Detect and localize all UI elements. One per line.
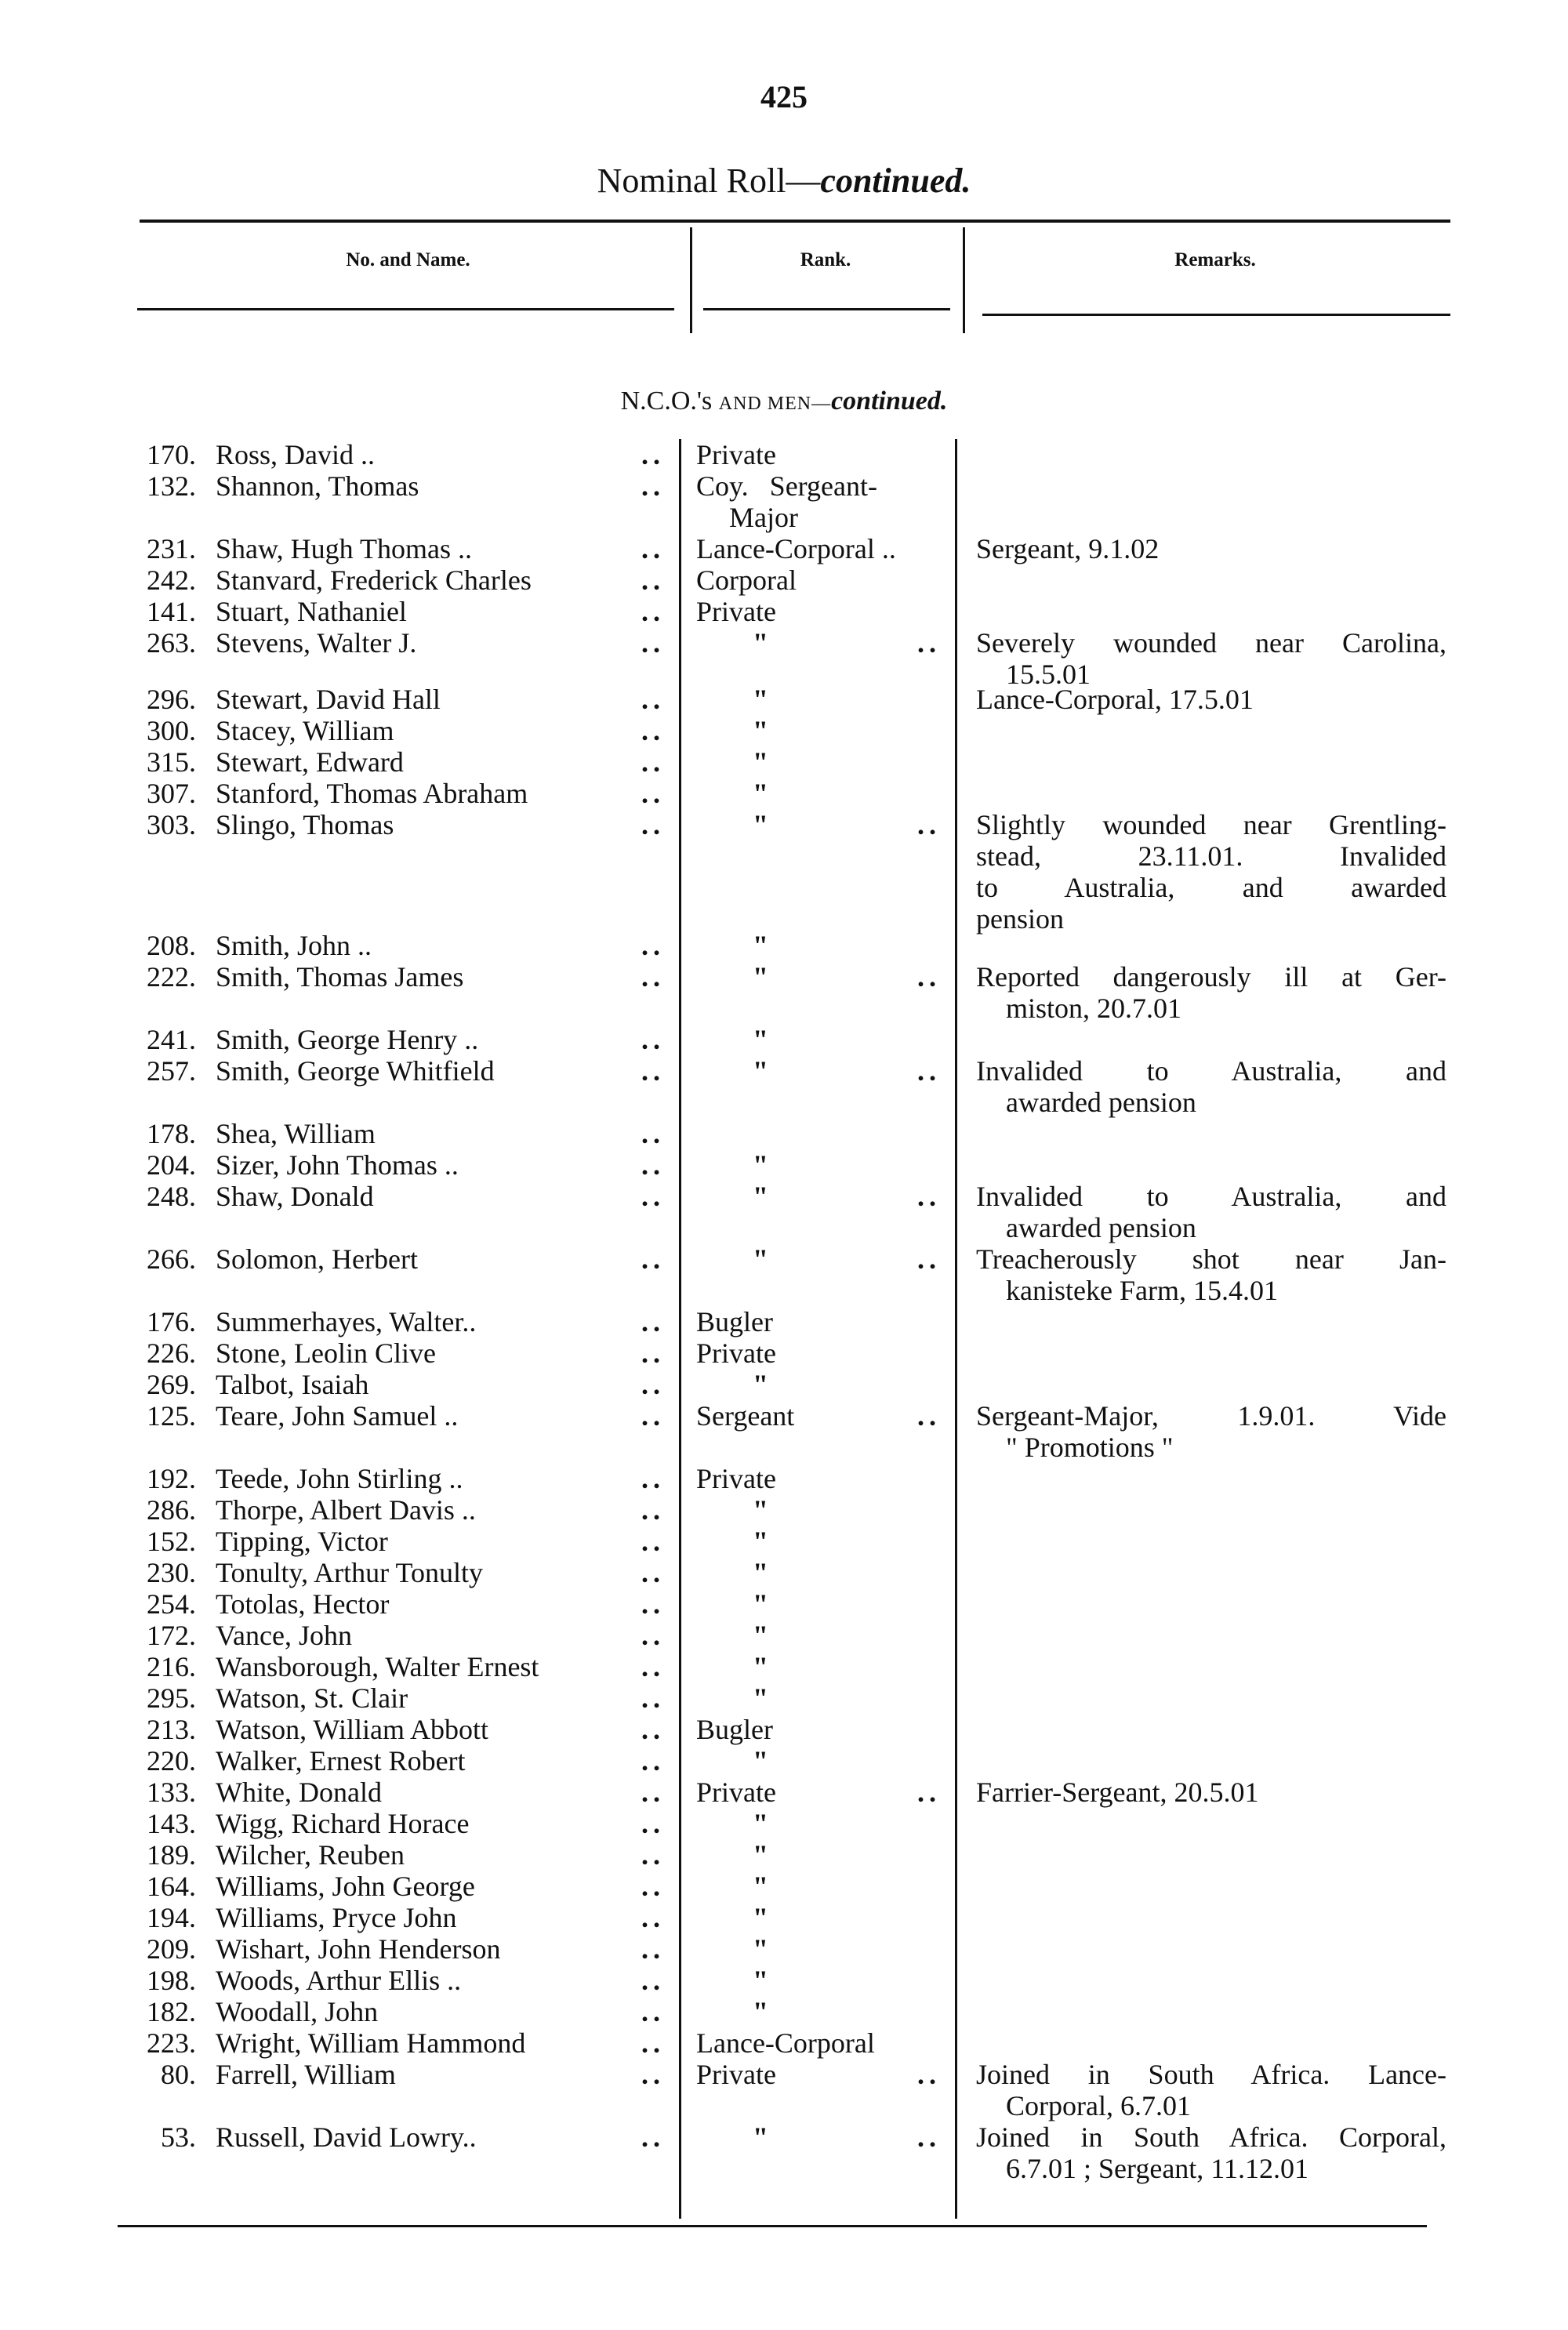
rank: ": [753, 1243, 768, 1275]
service-number: 230.: [147, 1557, 196, 1588]
service-number: 241.: [147, 1024, 196, 1055]
leader-dots: ..: [641, 684, 665, 715]
remarks-line: " Promotions ": [1006, 1432, 1174, 1463]
service-number: 266.: [147, 1243, 196, 1275]
leader-dots: ..: [641, 1400, 665, 1432]
remarks-line: kanisteke Farm, 15.4.01: [1006, 1275, 1278, 1306]
table-row: [0, 1871, 1568, 1902]
remarks-line: Treacherously shot near Jan-: [976, 1243, 1446, 1275]
table-row: [0, 1965, 1568, 1996]
member-name: Woods, Arthur Ellis ..: [216, 1965, 462, 1996]
service-number: 286.: [147, 1494, 196, 1526]
leader-dots: ..: [641, 1306, 665, 1337]
table-row: [0, 1024, 1568, 1055]
leader-dots: ..: [917, 1243, 941, 1275]
member-name: Stewart, Edward: [216, 746, 404, 778]
table-row: [0, 746, 1568, 778]
service-number: 192.: [147, 1463, 196, 1494]
remarks-line: Slightly wounded near Grentling-: [976, 809, 1446, 840]
member-name: Smith, John ..: [216, 930, 372, 961]
rank: ": [753, 1651, 768, 1682]
member-name: Tonulty, Arthur Tonulty: [216, 1557, 483, 1588]
leader-dots: ..: [917, 1181, 941, 1212]
rank: Private: [696, 439, 776, 470]
service-number: 295.: [147, 1682, 196, 1714]
remarks-line: Sergeant-Major, 1.9.01. Vide: [976, 1400, 1446, 1432]
rank: ": [753, 2121, 768, 2153]
table-row: [0, 439, 1568, 470]
member-name: Russell, David Lowry..: [216, 2121, 477, 2153]
remarks: [976, 1243, 1446, 1306]
service-number: 254.: [147, 1588, 196, 1620]
service-number: 133.: [147, 1777, 196, 1808]
table-row: [0, 1494, 1568, 1526]
leader-dots: ..: [641, 930, 665, 961]
member-name: Shaw, Hugh Thomas ..: [216, 533, 472, 564]
table-row: [0, 684, 1568, 715]
service-number: 176.: [147, 1306, 196, 1337]
table-row: [0, 809, 1568, 935]
rank: Bugler: [696, 1306, 773, 1337]
header-underline-name: [137, 308, 674, 310]
rank: ": [753, 1181, 768, 1212]
service-number: 315.: [147, 746, 196, 778]
rank: Private: [696, 596, 776, 627]
header-rank: Rank.: [800, 249, 851, 270]
service-number: 208.: [147, 930, 196, 961]
leader-dots: ..: [917, 809, 941, 840]
remarks-line: Joined in South Africa. Corporal,: [976, 2121, 1446, 2153]
leader-dots: ..: [641, 715, 665, 746]
member-name: Stone, Leolin Clive: [216, 1337, 436, 1369]
remarks: [976, 2059, 1446, 2121]
service-number: 223.: [147, 2027, 196, 2059]
service-number: 164.: [147, 1871, 196, 1902]
member-name: Woodall, John: [216, 1996, 379, 2027]
member-name: Totolas, Hector: [216, 1588, 390, 1620]
remarks-line: Farrier-Sergeant, 20.5.01: [976, 1777, 1259, 1808]
member-name: Shea, William: [216, 1118, 376, 1149]
leader-dots: ..: [641, 1494, 665, 1526]
table-row: [0, 715, 1568, 746]
rank: ": [753, 1745, 768, 1777]
member-name: Williams, John George: [216, 1871, 475, 1902]
table-row: [0, 1996, 1568, 2027]
table-row: [0, 1149, 1568, 1181]
member-name: Teede, John Stirling ..: [216, 1463, 463, 1494]
remarks-line: Lance-Corporal, 17.5.01: [976, 684, 1254, 715]
member-name: Solomon, Herbert: [216, 1243, 418, 1275]
rank: ": [753, 1933, 768, 1965]
member-name: Tipping, Victor: [216, 1526, 388, 1557]
service-number: 296.: [147, 684, 196, 715]
member-name: Stuart, Nathaniel: [216, 596, 407, 627]
leader-dots: ..: [641, 1463, 665, 1494]
rank: Private: [696, 1463, 776, 1494]
member-name: Walker, Ernest Robert: [216, 1745, 466, 1777]
rank: ": [753, 1588, 768, 1620]
service-number: 170.: [147, 439, 196, 470]
member-name: Talbot, Isaiah: [216, 1369, 369, 1400]
leader-dots: ..: [641, 1118, 665, 1149]
table-row: [0, 1243, 1568, 1306]
header-divider-1: [690, 227, 692, 333]
service-number: 80.: [161, 2059, 196, 2090]
table-row: [0, 1588, 1568, 1620]
leader-dots: ..: [641, 2121, 665, 2153]
leader-dots: ..: [641, 1369, 665, 1400]
rank: ": [753, 1369, 768, 1400]
remarks-line: stead, 23.11.01. Invalided: [976, 840, 1446, 872]
rank: ": [753, 746, 768, 778]
member-name: Shannon, Thomas: [216, 470, 419, 502]
member-name: Stanvard, Frederick Charles: [216, 564, 532, 596]
rank: Private: [696, 2059, 776, 2090]
leader-dots: ..: [641, 1337, 665, 1369]
rank: ": [753, 1996, 768, 2027]
title-continued: continued.: [820, 162, 971, 200]
service-number: 269.: [147, 1369, 196, 1400]
member-name: Ross, David ..: [216, 439, 376, 470]
member-name: Smith, Thomas James: [216, 961, 464, 993]
member-name: Williams, Pryce John: [216, 1902, 457, 1933]
remarks-line: awarded pension: [1006, 1212, 1196, 1243]
member-name: Watson, William Abbott: [216, 1714, 488, 1745]
service-number: 209.: [147, 1933, 196, 1965]
table-row: [0, 1620, 1568, 1651]
leader-dots: ..: [917, 627, 941, 659]
rank: ": [753, 1808, 768, 1839]
leader-dots: ..: [641, 1149, 665, 1181]
rank: Coy. Sergeant-: [696, 470, 877, 502]
table-row: [0, 961, 1568, 1024]
service-number: 220.: [147, 1745, 196, 1777]
service-number: 300.: [147, 715, 196, 746]
header-underline-remarks: [982, 314, 1450, 316]
member-name: Wilcher, Reuben: [216, 1839, 405, 1871]
member-name: White, Donald: [216, 1777, 382, 1808]
header-no-and-name: No. and Name.: [346, 249, 470, 270]
leader-dots: ..: [641, 1933, 665, 1965]
rank: ": [753, 1055, 768, 1087]
member-name: Stevens, Walter J.: [216, 627, 417, 659]
table-row: [0, 470, 1568, 533]
table-row: [0, 1557, 1568, 1588]
table-row: [0, 778, 1568, 809]
rank: ": [753, 961, 768, 993]
leader-dots: ..: [641, 1181, 665, 1212]
table-row: [0, 1181, 1568, 1243]
service-number: 125.: [147, 1400, 196, 1432]
table-row: [0, 1745, 1568, 1777]
leader-dots: ..: [641, 1745, 665, 1777]
table-row: [0, 1839, 1568, 1871]
table-row: [0, 627, 1568, 690]
rank: ": [753, 715, 768, 746]
rank: ": [753, 1526, 768, 1557]
service-number: 242.: [147, 564, 196, 596]
service-number: 307.: [147, 778, 196, 809]
bottom-rule: [118, 2225, 1427, 2227]
remarks: [976, 533, 1446, 564]
table-row: [0, 1526, 1568, 1557]
header-underline-rank: [703, 308, 950, 310]
remarks-line: Reported dangerously ill at Ger-: [976, 961, 1446, 993]
member-name: Wright, William Hammond: [216, 2027, 526, 2059]
table-row: [0, 1306, 1568, 1337]
leader-dots: ..: [917, 1400, 941, 1432]
member-name: Watson, St. Clair: [216, 1682, 408, 1714]
leader-dots: ..: [641, 564, 665, 596]
service-number: 182.: [147, 1996, 196, 2027]
remarks-line: 15.5.01: [1006, 659, 1091, 690]
remarks-line: to Australia, and awarded: [976, 872, 1446, 903]
leader-dots: ..: [641, 470, 665, 502]
member-name: Summerhayes, Walter..: [216, 1306, 477, 1337]
leader-dots: ..: [641, 961, 665, 993]
service-number: 216.: [147, 1651, 196, 1682]
leader-dots: ..: [641, 1808, 665, 1839]
leader-dots: ..: [641, 1965, 665, 1996]
table-row: [0, 564, 1568, 596]
table-row: [0, 533, 1568, 564]
leader-dots: ..: [641, 627, 665, 659]
service-number: 141.: [147, 596, 196, 627]
remarks-line: pension: [976, 903, 1064, 935]
leader-dots: ..: [641, 1682, 665, 1714]
service-number: 132.: [147, 470, 196, 502]
rank: ": [753, 809, 768, 840]
leader-dots: ..: [641, 2027, 665, 2059]
rank: ": [753, 627, 768, 659]
leader-dots: ..: [641, 1526, 665, 1557]
service-number: 231.: [147, 533, 196, 564]
rank: Sergeant: [696, 1400, 795, 1432]
leader-dots: ..: [641, 1651, 665, 1682]
service-number: 257.: [147, 1055, 196, 1087]
rank: Lance-Corporal ..: [696, 533, 896, 564]
table-row: [0, 2121, 1568, 2184]
member-name: Wansborough, Walter Ernest: [216, 1651, 539, 1682]
service-number: 189.: [147, 1839, 196, 1871]
remarks-line: miston, 20.7.01: [1006, 993, 1182, 1024]
rank: ": [753, 1024, 768, 1055]
page-title: [0, 161, 1568, 201]
leader-dots: ..: [641, 1588, 665, 1620]
remarks-line: Joined in South Africa. Lance-: [976, 2059, 1446, 2090]
table-row: [0, 1463, 1568, 1494]
leader-dots: ..: [641, 596, 665, 627]
table-row: [0, 930, 1568, 961]
rank: ": [753, 1149, 768, 1181]
table-row: [0, 1808, 1568, 1839]
rank: Private: [696, 1337, 776, 1369]
service-number: 248.: [147, 1181, 196, 1212]
member-name: Thorpe, Albert Davis ..: [216, 1494, 476, 1526]
member-name: Wishart, John Henderson: [216, 1933, 501, 1965]
remarks-line: Invalided to Australia, and: [976, 1055, 1446, 1087]
service-number: 178.: [147, 1118, 196, 1149]
remarks-line: Severely wounded near Carolina,: [976, 627, 1446, 659]
table-row: [0, 1714, 1568, 1745]
remarks: [976, 1181, 1446, 1243]
table-row: [0, 1118, 1568, 1149]
remarks: [976, 1777, 1446, 1808]
remarks: [976, 809, 1446, 935]
remarks: [976, 1400, 1446, 1463]
table-row: [0, 2059, 1568, 2121]
service-number: 303.: [147, 809, 196, 840]
leader-dots: ..: [641, 1620, 665, 1651]
table-row: [0, 1369, 1568, 1400]
remarks: [976, 627, 1446, 690]
service-number: 226.: [147, 1337, 196, 1369]
header-divider-2: [963, 227, 965, 333]
service-number: 204.: [147, 1149, 196, 1181]
remarks: [976, 684, 1446, 715]
leader-dots: ..: [917, 2121, 941, 2153]
rank: ": [753, 1839, 768, 1871]
service-number: 213.: [147, 1714, 196, 1745]
service-number: 222.: [147, 961, 196, 993]
member-name: Stanford, Thomas Abraham: [216, 778, 528, 809]
service-number: 143.: [147, 1808, 196, 1839]
member-name: Smith, George Whitfield: [216, 1055, 495, 1087]
leader-dots: ..: [641, 1777, 665, 1808]
service-number: 172.: [147, 1620, 196, 1651]
leader-dots: ..: [641, 1557, 665, 1588]
remarks: [976, 1055, 1446, 1118]
leader-dots: ..: [641, 1055, 665, 1087]
rank: Private: [696, 1777, 776, 1808]
service-number: 198.: [147, 1965, 196, 1996]
table-row: [0, 1902, 1568, 1933]
table-row: [0, 596, 1568, 627]
leader-dots: ..: [641, 1243, 665, 1275]
remarks-line: Sergeant, 9.1.02: [976, 533, 1160, 564]
service-number: 152.: [147, 1526, 196, 1557]
top-rule: [140, 220, 1450, 223]
page-number: 425: [760, 79, 808, 114]
leader-dots: ..: [641, 439, 665, 470]
rank: ": [753, 1557, 768, 1588]
remarks: [976, 961, 1446, 1024]
remarks-line: Invalided to Australia, and: [976, 1181, 1446, 1212]
leader-dots: ..: [917, 1055, 941, 1087]
rank: Corporal: [696, 564, 797, 596]
remarks-line: 6.7.01 ; Sergeant, 11.12.01: [1006, 2153, 1308, 2184]
rank: ": [753, 1620, 768, 1651]
leader-dots: ..: [641, 809, 665, 840]
leader-dots: ..: [641, 1871, 665, 1902]
table-row: [0, 1682, 1568, 1714]
leader-dots: ..: [641, 533, 665, 564]
table-row: [0, 1055, 1568, 1118]
rank: Bugler: [696, 1714, 773, 1745]
leader-dots: ..: [641, 1902, 665, 1933]
leader-dots: ..: [917, 1777, 941, 1808]
section-heading: N.C.O.'s AND MEN—continued.: [620, 387, 948, 416]
member-name: Wigg, Richard Horace: [216, 1808, 470, 1839]
rank: ": [753, 1902, 768, 1933]
rank: ": [753, 1494, 768, 1526]
table-row: [0, 2027, 1568, 2059]
member-name: Teare, John Samuel ..: [216, 1400, 459, 1432]
service-number: 53.: [161, 2121, 196, 2153]
title-main: Nominal Roll—: [597, 162, 821, 200]
table-row: [0, 1777, 1568, 1808]
rank: ": [753, 1965, 768, 1996]
leader-dots: ..: [641, 1024, 665, 1055]
leader-dots: ..: [917, 961, 941, 993]
member-name: Stewart, David Hall: [216, 684, 441, 715]
rank: ": [753, 1682, 768, 1714]
leader-dots: ..: [641, 778, 665, 809]
rank: ": [753, 930, 768, 961]
rank-continuation: Major: [729, 502, 798, 533]
leader-dots: ..: [641, 1714, 665, 1745]
rank: ": [753, 778, 768, 809]
service-number: 194.: [147, 1902, 196, 1933]
leader-dots: ..: [641, 746, 665, 778]
table-row: [0, 1651, 1568, 1682]
member-name: Stacey, William: [216, 715, 394, 746]
leader-dots: ..: [641, 1996, 665, 2027]
rank: ": [753, 1871, 768, 1902]
leader-dots: ..: [917, 2059, 941, 2090]
remarks-line: Corporal, 6.7.01: [1006, 2090, 1191, 2121]
member-name: Shaw, Donald: [216, 1181, 374, 1212]
member-name: Slingo, Thomas: [216, 809, 394, 840]
member-name: Vance, John: [216, 1620, 352, 1651]
leader-dots: ..: [641, 2059, 665, 2090]
table-row: [0, 1337, 1568, 1369]
table-row: [0, 1933, 1568, 1965]
service-number: 263.: [147, 627, 196, 659]
table-row: [0, 1400, 1568, 1463]
rank: ": [753, 684, 768, 715]
rank: Lance-Corporal: [696, 2027, 875, 2059]
leader-dots: ..: [641, 1839, 665, 1871]
remarks: [976, 2121, 1446, 2184]
member-name: Sizer, John Thomas ..: [216, 1149, 459, 1181]
member-name: Smith, George Henry ..: [216, 1024, 479, 1055]
member-name: Farrell, William: [216, 2059, 396, 2090]
header-remarks: Remarks.: [1174, 249, 1256, 270]
remarks-line: awarded pension: [1006, 1087, 1196, 1118]
